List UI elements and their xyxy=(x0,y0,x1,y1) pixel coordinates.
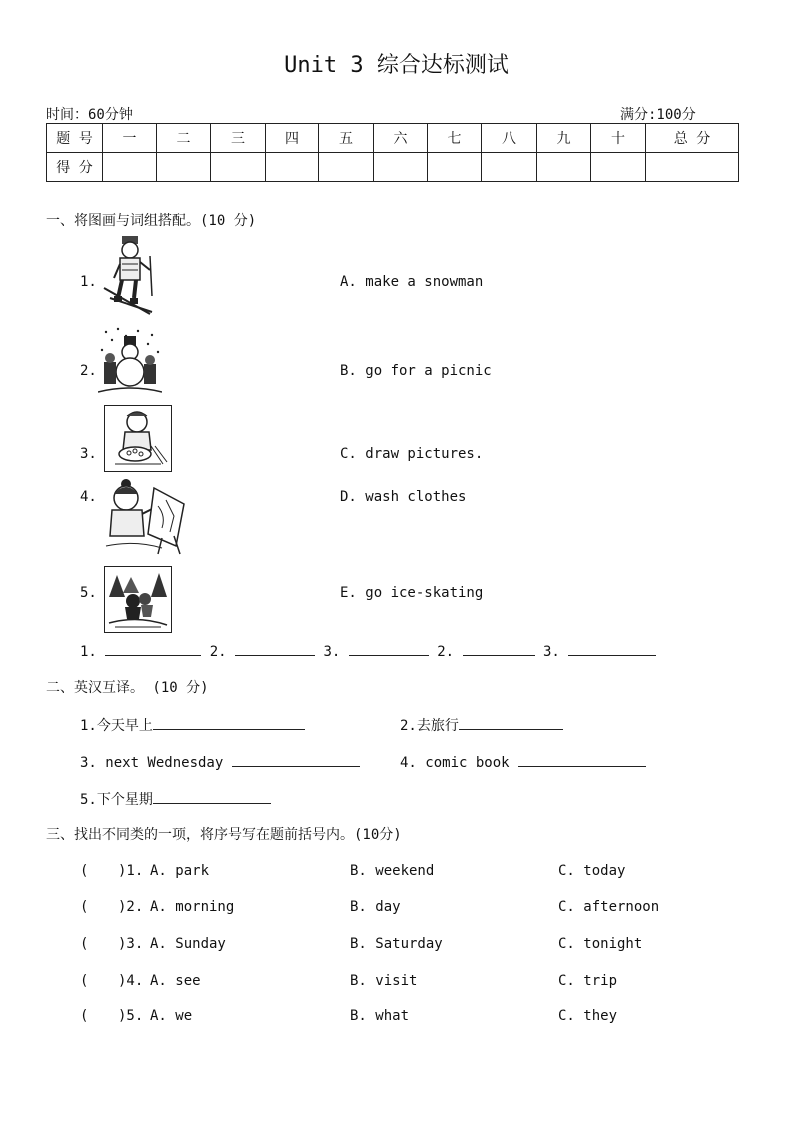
score-cell[interactable] xyxy=(319,153,374,182)
match-item-number: 1. xyxy=(80,274,97,290)
question-number: )2. xyxy=(118,899,144,915)
choice-a: A. we xyxy=(150,1008,193,1024)
translate-blank[interactable] xyxy=(459,715,563,730)
translate-prompt: 4. comic book xyxy=(400,755,510,771)
score-cell[interactable] xyxy=(374,153,428,182)
match-item-number: 5. xyxy=(80,585,97,601)
full-score: 满分:100分 xyxy=(620,107,696,123)
question-number: )4. xyxy=(118,973,144,989)
answer-paren-open[interactable]: ( xyxy=(80,899,89,915)
translate-blank[interactable] xyxy=(153,715,305,730)
table-header-cell: 六 xyxy=(374,124,428,153)
table-header-cell: 一 xyxy=(103,124,157,153)
choice-a: A. see xyxy=(150,973,201,989)
answer-label: 2. xyxy=(209,644,227,660)
match-item-number: 2. xyxy=(80,363,97,379)
time-limit: 时间：60分钟 xyxy=(46,107,133,123)
choice-c: C. trip xyxy=(558,973,618,989)
table-header-cell: 二 xyxy=(157,124,211,153)
translate-item xyxy=(80,789,271,809)
match-option: D. wash clothes xyxy=(340,489,467,505)
score-cell[interactable] xyxy=(537,153,591,182)
answer-blank[interactable] xyxy=(235,641,315,656)
match-option: C. draw pictures. xyxy=(340,446,484,462)
answer-blank[interactable] xyxy=(568,641,656,656)
choice-b: B. visit xyxy=(350,973,418,989)
translate-item xyxy=(400,752,646,771)
answer-blank[interactable] xyxy=(105,641,201,656)
answer-blank[interactable] xyxy=(463,641,535,656)
match-option: E. go ice-skating xyxy=(340,585,484,601)
choice-a: A. morning xyxy=(150,899,235,915)
translate-prompt: 3. next Wednesday xyxy=(80,755,224,771)
match-option: B. go for a picnic xyxy=(340,363,492,379)
table-header-cell: 题 号 xyxy=(47,124,103,153)
score-cell[interactable] xyxy=(428,153,482,182)
choice-a: A. Sunday xyxy=(150,936,226,952)
score-cell[interactable] xyxy=(646,153,739,182)
score-cell[interactable] xyxy=(211,153,266,182)
section-2-heading: 二、英汉互译。 (10 分) xyxy=(46,680,209,696)
score-cell[interactable] xyxy=(266,153,319,182)
choice-b: B. Saturday xyxy=(350,936,443,952)
score-cell[interactable] xyxy=(103,153,157,182)
table-header-cell: 七 xyxy=(428,124,482,153)
answer-label: 3. xyxy=(542,644,560,660)
translate-item xyxy=(80,715,305,735)
snowman-icon xyxy=(98,326,162,396)
score-table-header-row xyxy=(47,124,739,153)
match-item-number: 4. xyxy=(80,489,97,505)
choice-b: B. day xyxy=(350,899,401,915)
choice-a: A. park xyxy=(150,863,210,879)
answer-paren-open[interactable]: ( xyxy=(80,936,89,952)
table-header-cell: 五 xyxy=(319,124,374,153)
section-3-heading: 三、找出不同类的一项，将序号写在题前括号内。(10分) xyxy=(46,827,402,843)
translate-item xyxy=(80,752,360,771)
translate-prompt: 1.今天早上 xyxy=(80,718,153,734)
answer-label: 2. xyxy=(437,644,455,660)
answer-paren-open[interactable]: ( xyxy=(80,863,89,879)
match-item-number: 3. xyxy=(80,446,97,462)
page-title: Unit 3 综合达标测试 xyxy=(284,53,509,78)
table-header-cell: 三 xyxy=(211,124,266,153)
answer-label: 1. xyxy=(80,644,97,660)
translate-item xyxy=(400,715,563,735)
translate-prompt: 5.下个星期 xyxy=(80,792,153,808)
score-table xyxy=(46,123,739,182)
score-cell[interactable] xyxy=(157,153,211,182)
choice-c: C. they xyxy=(558,1008,618,1024)
translate-blank[interactable] xyxy=(518,752,646,767)
choice-c: C. afternoon xyxy=(558,899,660,915)
question-number: )5. xyxy=(118,1008,144,1024)
answer-blank[interactable] xyxy=(349,641,429,656)
drawing-icon xyxy=(104,476,194,556)
table-row-label: 得 分 xyxy=(47,153,103,182)
answer-paren-open[interactable]: ( xyxy=(80,1008,89,1024)
choice-b: B. what xyxy=(350,1008,410,1024)
table-header-cell: 总 分 xyxy=(646,124,739,153)
translate-prompt: 2.去旅行 xyxy=(400,718,459,734)
table-header-cell: 十 xyxy=(591,124,646,153)
choice-b: B. weekend xyxy=(350,863,435,879)
answer-label: 3. xyxy=(323,644,341,660)
score-cell[interactable] xyxy=(482,153,537,182)
question-number: )3. xyxy=(118,936,144,952)
ice-skating-icon xyxy=(104,566,172,633)
question-number: )1. xyxy=(118,863,144,879)
skiing-icon xyxy=(100,234,160,318)
section-1-heading: 一、将图画与词组搭配。(10 分) xyxy=(46,213,257,229)
washing-clothes-icon xyxy=(104,405,172,472)
choice-c: C. tonight xyxy=(558,936,643,952)
table-header-cell: 九 xyxy=(537,124,591,153)
match-option: A. make a snowman xyxy=(340,274,484,290)
table-header-cell: 四 xyxy=(266,124,319,153)
translate-blank[interactable] xyxy=(153,789,271,804)
table-header-cell: 八 xyxy=(482,124,537,153)
choice-c: C. today xyxy=(558,863,626,879)
answer-line xyxy=(80,641,656,660)
translate-blank[interactable] xyxy=(232,752,360,767)
score-table-score-row xyxy=(47,153,739,182)
score-cell[interactable] xyxy=(591,153,646,182)
answer-paren-open[interactable]: ( xyxy=(80,973,89,989)
